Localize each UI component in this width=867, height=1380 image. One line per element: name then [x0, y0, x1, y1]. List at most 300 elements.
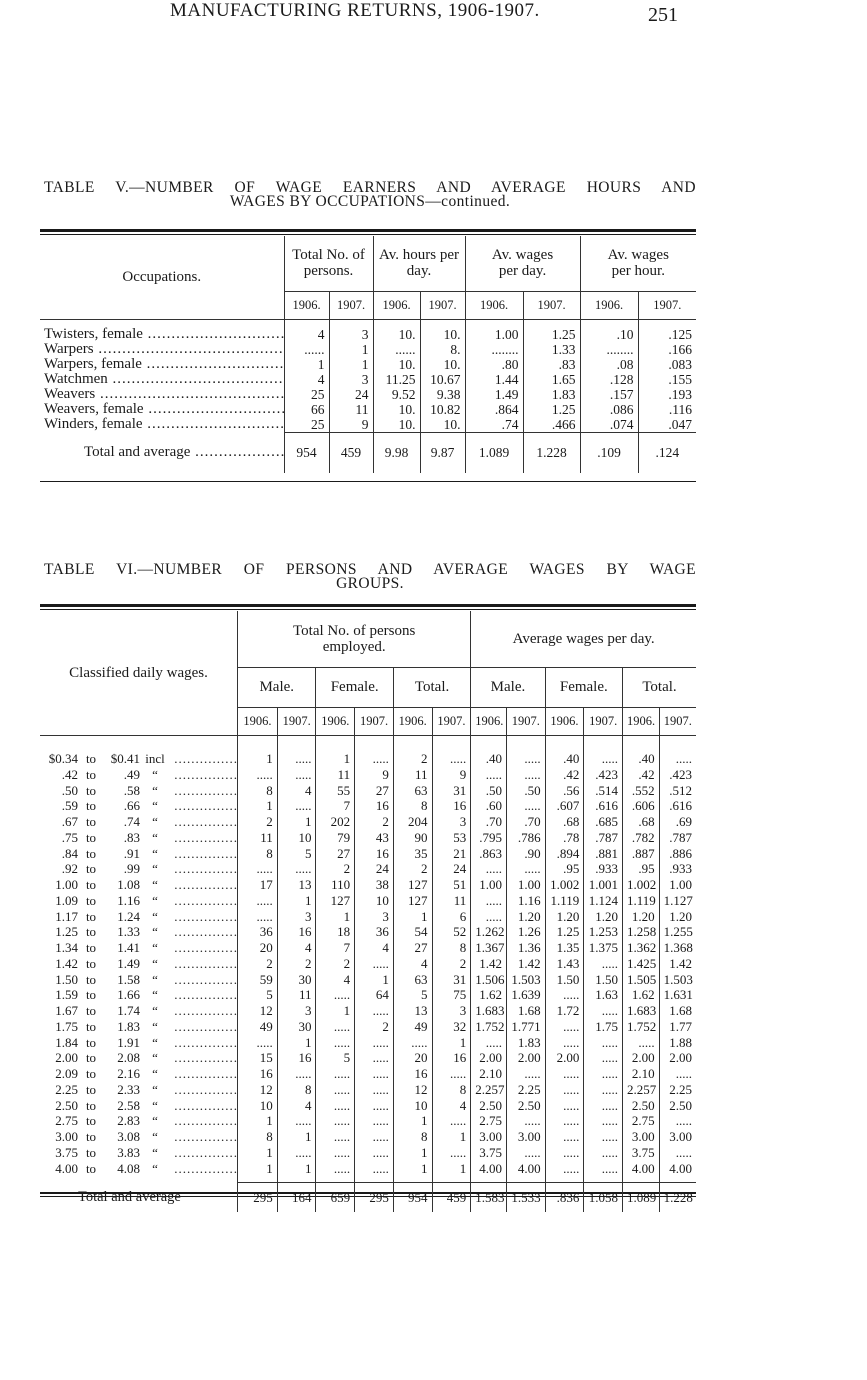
table-cell: .....: [277, 767, 316, 783]
wage-from: 1.75: [55, 1018, 78, 1034]
table-row: [40, 877, 696, 893]
table-cell: .795: [471, 830, 507, 846]
table-row: [40, 327, 696, 342]
table-cell: 13: [277, 877, 316, 893]
occupations-header: Occupations.: [40, 236, 284, 319]
table-cell: 4.00: [623, 1161, 660, 1177]
table-cell: .50: [506, 783, 545, 799]
table-cell: 8: [238, 846, 278, 862]
t5-year: 1907.: [638, 291, 696, 319]
wage-to: 1.16: [117, 892, 140, 908]
table-cell: .....: [506, 861, 545, 877]
table-cell: .....: [355, 1098, 394, 1114]
table-cell: .....: [584, 1145, 623, 1161]
wage-to-word: to: [85, 861, 97, 877]
table-cell: 79: [316, 830, 355, 846]
table-row: [40, 402, 696, 417]
table-cell: .....: [432, 1066, 471, 1082]
t5-year: 1906.: [465, 291, 523, 319]
table-cell: 36: [355, 924, 394, 940]
table-cell: .....: [355, 1035, 394, 1051]
table-cell: 1: [316, 1003, 355, 1019]
table-cell: .....: [584, 751, 623, 767]
table6: [40, 611, 696, 1212]
page-title: MANUFACTURING RETURNS, 1906-1907.: [170, 0, 540, 21]
table-cell: 4: [284, 372, 329, 387]
table-cell: 1.62: [471, 987, 507, 1003]
t5-year: 1906.: [373, 291, 420, 319]
table-cell: .086: [580, 402, 638, 417]
wage-to-word: to: [85, 1018, 97, 1034]
table-cell: .....: [316, 1082, 355, 1098]
table-cell: 202: [316, 814, 355, 830]
table-cell: 3: [277, 1003, 316, 1019]
wage-to-word: to: [85, 829, 97, 845]
table-cell: 2.00: [545, 1050, 584, 1066]
wage-to-word: to: [85, 971, 97, 987]
table-cell: 1.25: [523, 402, 580, 417]
wage-group-label: [40, 830, 238, 846]
t6-year: 1907.: [432, 707, 471, 735]
t6-year: 1906.: [393, 707, 432, 735]
occupation-label: Warpers, female .....: [40, 357, 284, 372]
table-cell: 49: [238, 1019, 278, 1035]
table-cell: 31: [432, 783, 471, 799]
total-cell: 295: [238, 1182, 278, 1212]
table-cell: 1.002: [545, 877, 584, 893]
table-cell: .74: [465, 417, 523, 433]
table-cell: .....: [316, 1145, 355, 1161]
table-cell: ......: [373, 342, 420, 357]
table-cell: 2.25: [659, 1082, 696, 1098]
table-cell: .083: [638, 357, 696, 372]
wage-to: 1.24: [117, 908, 140, 924]
table-cell: 20: [238, 940, 278, 956]
table-cell: .....: [545, 1035, 584, 1051]
wage-mark: “: [152, 1160, 158, 1176]
table-cell: 1: [238, 798, 278, 814]
table-cell: 127: [393, 893, 432, 909]
table-cell: 1.62: [623, 987, 660, 1003]
wage-to: 2.08: [117, 1050, 140, 1066]
table-cell: .....: [471, 767, 507, 783]
table-cell: 38: [355, 877, 394, 893]
table-cell: 2.00: [506, 1050, 545, 1066]
wage-to-word: to: [85, 1113, 97, 1129]
table-cell: 1: [329, 357, 373, 372]
table5: [40, 236, 696, 473]
table-row: [40, 387, 696, 402]
table-cell: .40: [545, 751, 584, 767]
spacer-cell: [40, 319, 284, 327]
table-cell: 2.50: [471, 1098, 507, 1114]
occupation-label: Winders, female .....: [40, 417, 284, 433]
wage-from: .42: [61, 766, 78, 782]
table-cell: 10: [393, 1098, 432, 1114]
wage-to-word: to: [85, 892, 97, 908]
table-cell: 2.00: [659, 1050, 696, 1066]
table-cell: .782: [623, 830, 660, 846]
table-cell: 51: [432, 877, 471, 893]
total-cell: .836: [545, 1182, 584, 1212]
table-cell: .....: [506, 1066, 545, 1082]
t5-year: 1907.: [523, 291, 580, 319]
wage-to: 2.58: [117, 1097, 140, 1113]
table-cell: .....: [506, 767, 545, 783]
table-row: [40, 372, 696, 387]
table-cell: .56: [545, 783, 584, 799]
total-cell: 295: [355, 1182, 394, 1212]
table-cell: .....: [393, 1035, 432, 1051]
table-row: [40, 751, 696, 767]
table-cell: 1.503: [659, 972, 696, 988]
table-cell: 1.72: [545, 1003, 584, 1019]
wage-from: .50: [61, 782, 78, 798]
table-cell: 27: [355, 783, 394, 799]
wage-from: .59: [61, 798, 78, 814]
table-cell: 1: [393, 909, 432, 925]
table-cell: 1.771: [506, 1019, 545, 1035]
table-cell: .423: [584, 767, 623, 783]
table-cell: 1.20: [584, 909, 623, 925]
table-cell: 1.25: [545, 924, 584, 940]
table-cell: .116: [638, 402, 696, 417]
wage-to: 1.33: [117, 924, 140, 940]
table-cell: .552: [623, 783, 660, 799]
total-cell: 1.228: [523, 433, 580, 473]
table-cell: 1.50: [545, 972, 584, 988]
wage-to-word: to: [85, 1066, 97, 1081]
wage-mark: “: [152, 1113, 158, 1129]
table-cell: 5: [393, 987, 432, 1003]
table-cell: .685: [584, 814, 623, 830]
table-cell: .....: [545, 987, 584, 1003]
table-cell: 2: [316, 861, 355, 877]
table-cell: .....: [316, 1019, 355, 1035]
t6-year: 1906.: [238, 707, 278, 735]
table-cell: 36: [238, 924, 278, 940]
wage-to: 2.83: [117, 1113, 140, 1129]
spacer-cell: [465, 319, 523, 327]
table-cell: 8.: [420, 342, 465, 357]
table-cell: .....: [584, 1161, 623, 1177]
table-cell: .95: [623, 861, 660, 877]
table-cell: 1.36: [506, 940, 545, 956]
total-cell: 1.533: [506, 1182, 545, 1212]
total-cell: .109: [580, 433, 638, 473]
table-row: [40, 1129, 696, 1145]
table-cell: 3: [277, 909, 316, 925]
table-cell: 25: [284, 387, 329, 402]
table-cell: 4: [277, 1098, 316, 1114]
wage-group-label: [40, 1113, 238, 1129]
table-cell: 3.00: [506, 1129, 545, 1145]
wage-to: .99: [123, 861, 140, 877]
table-cell: 1: [238, 1113, 278, 1129]
wage-to-word: to: [85, 814, 97, 829]
table-cell: 127: [316, 893, 355, 909]
table-cell: 1.33: [523, 342, 580, 357]
table-cell: .69: [659, 814, 696, 830]
table-row: [40, 987, 696, 1003]
table-cell: .....: [659, 1113, 696, 1129]
table-cell: 3.75: [471, 1145, 507, 1161]
wage-to: 4.08: [117, 1160, 140, 1176]
table-cell: 10: [355, 893, 394, 909]
t6-group-wages: Average wages per day.: [471, 611, 696, 667]
table-cell: 3.00: [471, 1129, 507, 1145]
table-cell: 6: [432, 909, 471, 925]
wage-group-label: [40, 909, 238, 925]
table-row: [40, 1066, 696, 1082]
table-cell: 1: [238, 1161, 278, 1177]
table-cell: 10.: [373, 327, 420, 342]
table-cell: 1: [316, 909, 355, 925]
table-cell: .....: [471, 893, 507, 909]
total-cell: 1.583: [471, 1182, 507, 1212]
table5-top-rule-thin: [40, 234, 696, 235]
table-cell: .....: [238, 909, 278, 925]
table-cell: .933: [584, 861, 623, 877]
wage-mark: “: [152, 1034, 158, 1050]
table-cell: .787: [584, 830, 623, 846]
wage-group-label: [40, 1082, 238, 1098]
table-cell: .08: [580, 357, 638, 372]
table-cell: .....: [659, 1145, 696, 1161]
table-row: [40, 1082, 696, 1098]
wage-mark: “: [152, 908, 158, 924]
table-cell: 1.00: [471, 877, 507, 893]
table-cell: 1.77: [659, 1019, 696, 1035]
table-row: [40, 1050, 696, 1066]
table-cell: 1.262: [471, 924, 507, 940]
total-row: [40, 1182, 696, 1212]
wage-mark: “: [152, 892, 158, 908]
table-cell: 8: [393, 798, 432, 814]
table-cell: 8: [432, 940, 471, 956]
wage-group-label: [40, 1161, 238, 1177]
table-cell: 1.43: [545, 956, 584, 972]
table-cell: .90: [506, 846, 545, 862]
table-cell: 30: [277, 1019, 316, 1035]
page-number: 251: [648, 4, 678, 26]
table-cell: 2: [316, 956, 355, 972]
wage-to: .91: [123, 845, 140, 861]
table-row: [40, 1113, 696, 1129]
table-cell: .....: [623, 1035, 660, 1051]
wage-from: 2.50: [55, 1097, 78, 1113]
table-cell: 16: [432, 1050, 471, 1066]
table-cell: 2: [277, 956, 316, 972]
table-cell: 1.35: [545, 940, 584, 956]
wage-to: .83: [123, 829, 140, 845]
table-cell: .....: [545, 1113, 584, 1129]
occupation-label: Twisters, female .....: [40, 327, 284, 342]
table-cell: 16: [355, 846, 394, 862]
table-cell: 3: [329, 327, 373, 342]
t6-year: 1907.: [584, 707, 623, 735]
wage-from: 1.00: [55, 877, 78, 892]
wage-group-label: [40, 783, 238, 799]
table-cell: 2: [355, 814, 394, 830]
table-cell: .....: [471, 909, 507, 925]
table-cell: .157: [580, 387, 638, 402]
table-cell: 127: [393, 877, 432, 893]
table6-top-rule: [40, 604, 696, 607]
wage-from: 2.00: [55, 1050, 78, 1066]
table-cell: .....: [545, 1145, 584, 1161]
table-cell: 1: [393, 1145, 432, 1161]
wage-to-word: to: [85, 1081, 97, 1097]
total-cell: 1.089: [465, 433, 523, 473]
table-cell: 1.00: [659, 877, 696, 893]
table-cell: .125: [638, 327, 696, 342]
spacer-cell: [284, 319, 329, 327]
table-cell: .....: [355, 1129, 394, 1145]
wage-to: 2.16: [117, 1066, 140, 1081]
table-cell: 4: [355, 940, 394, 956]
t5-group-wages-day: Av. wages per day.: [465, 236, 580, 291]
wage-from: 3.00: [55, 1129, 78, 1144]
table-cell: 1.68: [506, 1003, 545, 1019]
wage-to-word: to: [85, 782, 97, 798]
table-cell: .....: [316, 1035, 355, 1051]
table-cell: .616: [584, 798, 623, 814]
table-cell: 21: [432, 846, 471, 862]
table-cell: 10.: [420, 357, 465, 372]
table-cell: 2.10: [623, 1066, 660, 1082]
table-row: [40, 956, 696, 972]
wage-to-word: to: [85, 924, 97, 940]
wage-to: 1.74: [117, 1003, 140, 1018]
table-cell: 1.20: [659, 909, 696, 925]
table-cell: 1.001: [584, 877, 623, 893]
table-row: [40, 1019, 696, 1035]
wage-to: .74: [123, 814, 140, 829]
table-cell: 16: [355, 798, 394, 814]
table-cell: 12: [393, 1082, 432, 1098]
table-cell: 1.505: [623, 972, 660, 988]
wage-group-label: [40, 1129, 238, 1145]
table-row: [40, 798, 696, 814]
table-cell: .....: [355, 751, 394, 767]
table-cell: 10: [277, 830, 316, 846]
wage-group-label: [40, 924, 238, 940]
t6-year: 1907.: [659, 707, 696, 735]
table-cell: 1.375: [584, 940, 623, 956]
wage-from: 1.84: [55, 1034, 78, 1050]
table-cell: .70: [506, 814, 545, 830]
table-cell: ........: [465, 342, 523, 357]
wage-mark: “: [152, 1050, 158, 1066]
table-cell: 1.367: [471, 940, 507, 956]
table-cell: .78: [545, 830, 584, 846]
table-cell: 9: [432, 767, 471, 783]
table-cell: 1.631: [659, 987, 696, 1003]
total-cell: 1.228: [659, 1182, 696, 1212]
table-cell: 2.75: [623, 1113, 660, 1129]
table-cell: 75: [432, 987, 471, 1003]
table-cell: 4.00: [471, 1161, 507, 1177]
wage-group-label: [40, 798, 238, 814]
table-cell: 66: [284, 402, 329, 417]
wage-mark: “: [152, 1018, 158, 1034]
table-cell: 9.52: [373, 387, 420, 402]
table-cell: 32: [432, 1019, 471, 1035]
table-cell: .83: [523, 357, 580, 372]
wage-mark: “: [152, 829, 158, 845]
table-cell: 9: [355, 767, 394, 783]
table-cell: 2.257: [471, 1082, 507, 1098]
table-cell: .10: [580, 327, 638, 342]
total-cell: .124: [638, 433, 696, 473]
total-row: [40, 433, 696, 473]
table-cell: 49: [393, 1019, 432, 1035]
table-cell: .607: [545, 798, 584, 814]
table-cell: 18: [316, 924, 355, 940]
table-cell: 4: [284, 327, 329, 342]
wage-to-word: to: [85, 987, 97, 1003]
t6-sub-male: Male.: [238, 667, 316, 707]
wage-mark: “: [152, 798, 158, 814]
table-cell: 1: [277, 1129, 316, 1145]
wage-to: .58: [123, 782, 140, 798]
table-cell: 12: [238, 1082, 278, 1098]
table6-caption-line1: TABLE VI.—NUMBER OF PERSONS AND AVERAGE WAGES BY WAGE: [44, 561, 696, 578]
wage-from: 1.34: [55, 940, 78, 955]
wage-from: .92: [61, 861, 78, 877]
occupation-label: Weavers, female .....: [40, 402, 284, 417]
table-cell: 64: [355, 987, 394, 1003]
wage-to: 1.41: [117, 940, 140, 955]
table-cell: .514: [584, 783, 623, 799]
wage-from: 3.75: [55, 1144, 78, 1160]
table-cell: 1: [316, 751, 355, 767]
table-cell: 10.: [373, 357, 420, 372]
table-cell: .166: [638, 342, 696, 357]
wage-mark: “: [152, 877, 158, 892]
table-cell: 2.75: [471, 1113, 507, 1129]
table-cell: .....: [355, 1066, 394, 1082]
wage-to-word: to: [85, 751, 97, 766]
table-cell: 1.255: [659, 924, 696, 940]
table-cell: .....: [277, 1113, 316, 1129]
t6-year: 1906.: [316, 707, 355, 735]
table-cell: 3.75: [623, 1145, 660, 1161]
table-cell: 1.83: [523, 387, 580, 402]
table-cell: 16: [277, 924, 316, 940]
table-cell: .....: [355, 1003, 394, 1019]
table-cell: 1.124: [584, 893, 623, 909]
table-cell: 10.: [420, 417, 465, 433]
table-cell: 90: [393, 830, 432, 846]
table-cell: .....: [584, 1066, 623, 1082]
table-cell: 11: [329, 402, 373, 417]
table-cell: .....: [316, 1098, 355, 1114]
table-cell: .....: [238, 893, 278, 909]
table-cell: .155: [638, 372, 696, 387]
table-cell: .786: [506, 830, 545, 846]
table-cell: .423: [659, 767, 696, 783]
wage-to-word: to: [85, 955, 97, 971]
wage-group-label: [40, 861, 238, 877]
wage-from: .75: [61, 829, 78, 845]
table-cell: .95: [545, 861, 584, 877]
table5-top-rule: [40, 229, 696, 232]
table-cell: 17: [238, 877, 278, 893]
table-cell: 1.75: [584, 1019, 623, 1035]
table-cell: .....: [584, 1050, 623, 1066]
